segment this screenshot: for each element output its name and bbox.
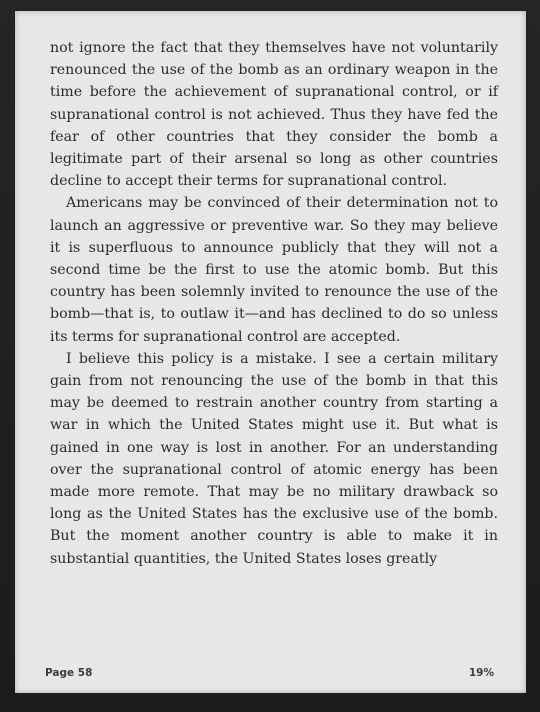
page-number: Page 58 <box>45 667 93 679</box>
paragraph-2: Americans may be convinced of their determination not to launch an aggressive or preventive war. So they may believe it is superfluous to announce publicly that they will not a second time be the first to use the atomic bomb. But this country has been solemnly invited to renounce the use of the bomb—that is, to outlaw it—and has declined to do so unless its terms for supranational control are accepted. <box>50 195 498 345</box>
reading-progress: 19% <box>468 667 494 679</box>
page-text <box>50 37 498 570</box>
paragraph-1: not ignore the fact that they themselves have not voluntarily renounced the use of the bomb as an ordinary weapon in the time before the achievement of supranational control, or if supranational control is not achieved. Thus they have fed the fear of other countries that they consider the bomb a legitimate part of their arsenal so long as other countries decline to accept their terms for supranational control. <box>50 40 498 190</box>
ereader-screen[interactable] <box>15 11 526 693</box>
paragraph-3: I believe this policy is a mistake. I see a certain military gain from not renouncing the use of the bomb in that this may be deemed to restrain another country from starting a war in which the United States might use it. But what is gained in one way is lost in another. For an understanding over the supranational control of atomic energy has been made more remote. That may be no military drawback so long as the United States has the exclusive use of the bomb. But the moment another country is able to make it in substantial quantities, the United States loses greatly <box>50 350 498 567</box>
